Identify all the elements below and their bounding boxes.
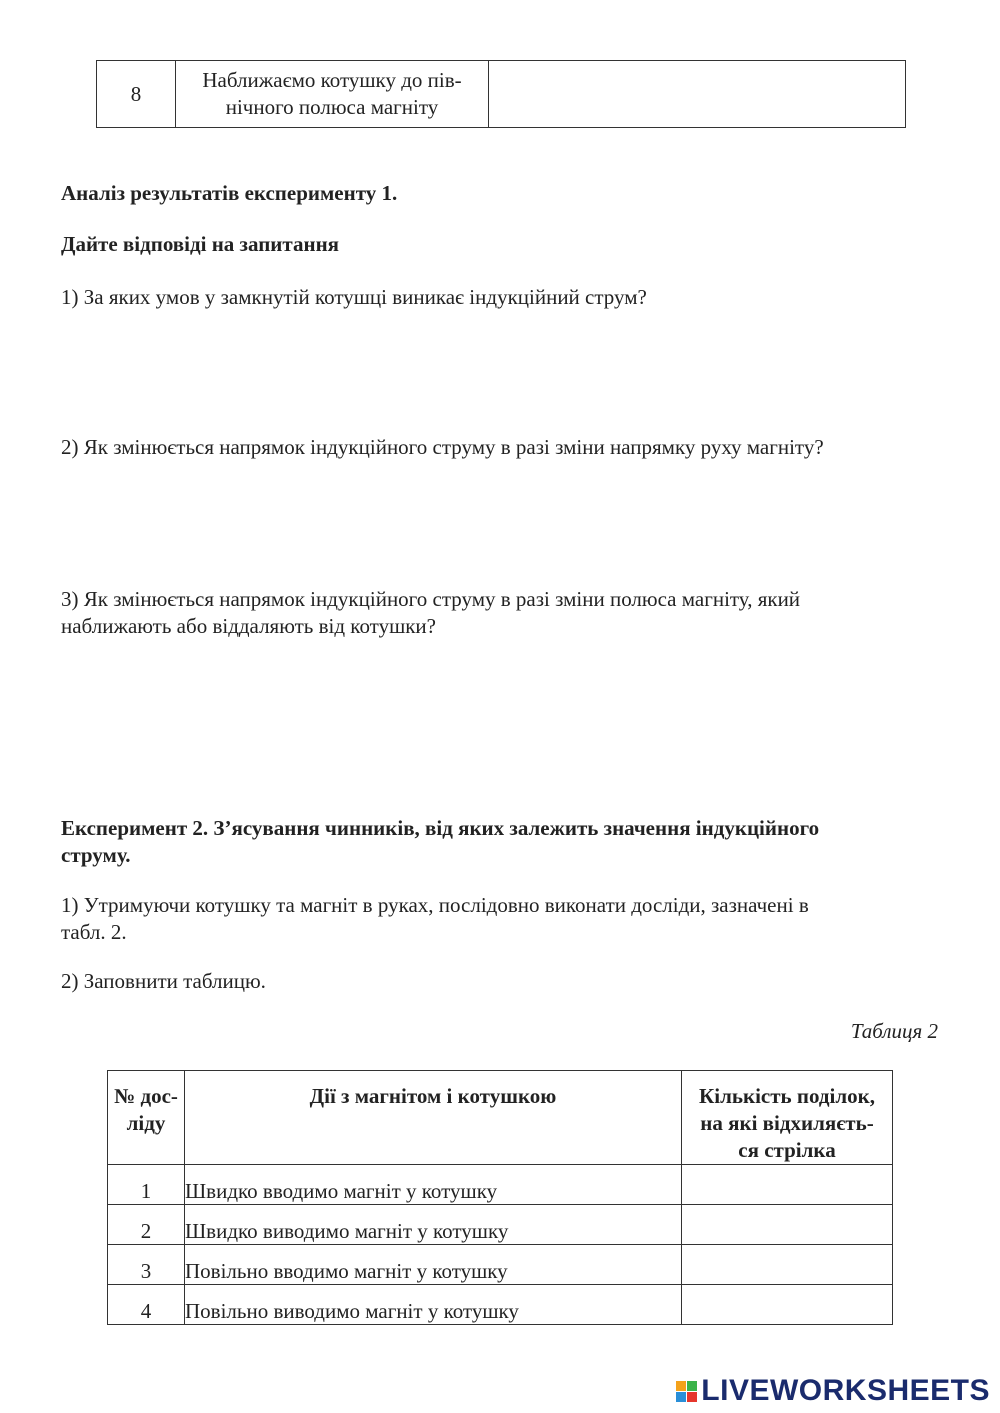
question-1: 1) За яких умов у замкнутій котушці виникає індукційний струм? — [61, 285, 647, 309]
table-row — [108, 1245, 893, 1285]
results-table-2 — [107, 1070, 893, 1325]
question-2: 2) Як змінюється напрямок індукційного струму в разі зміни напрямку руху магніту? — [61, 435, 824, 459]
table-row — [97, 61, 906, 128]
table-header-row — [108, 1071, 893, 1165]
header-divisions — [682, 1071, 893, 1165]
experiment-2-title — [61, 815, 941, 869]
experiment-2-step-1 — [61, 892, 941, 946]
logo-blocks-icon — [676, 1381, 697, 1402]
header-divisions-line1: Кількість поділок, — [699, 1084, 875, 1108]
header-actions: Дії з магнітом і котушкою — [185, 1071, 682, 1165]
step-1-line2: табл. 2. — [61, 920, 127, 944]
row-action: Швидко виводимо магніт у котушку — [185, 1205, 682, 1245]
question-3-line1: 3) Як змінюється напрямок індукційного струму в разі зміни полюса магніту, який — [61, 587, 801, 611]
step-1-line1: 1) Утримуючи котушку та магніт в руках, послідовно виконати досліди, зазначені в — [61, 893, 809, 917]
answer-cell[interactable] — [682, 1285, 893, 1325]
row-action — [176, 61, 489, 128]
experiment-2-title-line1: Експеримент 2. З’ясування чинників, від яких залежить значення індукційного — [61, 816, 820, 840]
row-number: 2 — [108, 1205, 185, 1245]
row-action-line2: нічного полюса магніту — [225, 95, 439, 119]
row-number: 3 — [108, 1245, 185, 1285]
header-divisions-line2: на які відхиляєть- — [700, 1111, 874, 1135]
experiment-2-title-line2: струму. — [61, 843, 131, 867]
header-divisions-line3: ся стрілка — [738, 1138, 836, 1162]
logo-block-3 — [676, 1392, 686, 1402]
table-2-caption: Таблиця 2 — [850, 1019, 938, 1043]
logo-block-4 — [687, 1392, 697, 1402]
row-number: 4 — [108, 1285, 185, 1325]
logo-block-2 — [687, 1381, 697, 1391]
question-3 — [61, 586, 941, 640]
table-row — [108, 1205, 893, 1245]
row-action: Швидко вводимо магніт у котушку — [185, 1165, 682, 1205]
answer-cell[interactable] — [682, 1165, 893, 1205]
answer-cell[interactable] — [682, 1205, 893, 1245]
logo-block-1 — [676, 1381, 686, 1391]
header-number-line2: ліду — [126, 1111, 166, 1135]
row-number: 8 — [97, 61, 176, 128]
row-action-line1: Наближаємо котушку до пів- — [202, 68, 462, 92]
row-action: Повільно вводимо магніт у котушку — [185, 1245, 682, 1285]
row-number: 1 — [108, 1165, 185, 1205]
analysis-prompt: Дайте відповіді на запитання — [61, 232, 340, 256]
logo-text: LIVEWORKSHEETS — [701, 1374, 990, 1407]
answer-cell[interactable] — [489, 61, 906, 128]
experiment-2-step-2: 2) Заповнити таблицю. — [61, 969, 266, 993]
row-action: Повільно виводимо магніт у котушку — [185, 1285, 682, 1325]
header-number-line1: № дос- — [114, 1084, 178, 1108]
question-3-line2: наближають або віддаляють від котушки? — [61, 614, 436, 638]
liveworksheets-logo[interactable] — [676, 1374, 990, 1408]
table-row — [108, 1165, 893, 1205]
table-row — [108, 1285, 893, 1325]
answer-cell[interactable] — [682, 1245, 893, 1285]
results-table-1 — [96, 60, 906, 128]
header-number — [108, 1071, 185, 1165]
analysis-title: Аналіз результатів експерименту 1. — [61, 181, 398, 205]
